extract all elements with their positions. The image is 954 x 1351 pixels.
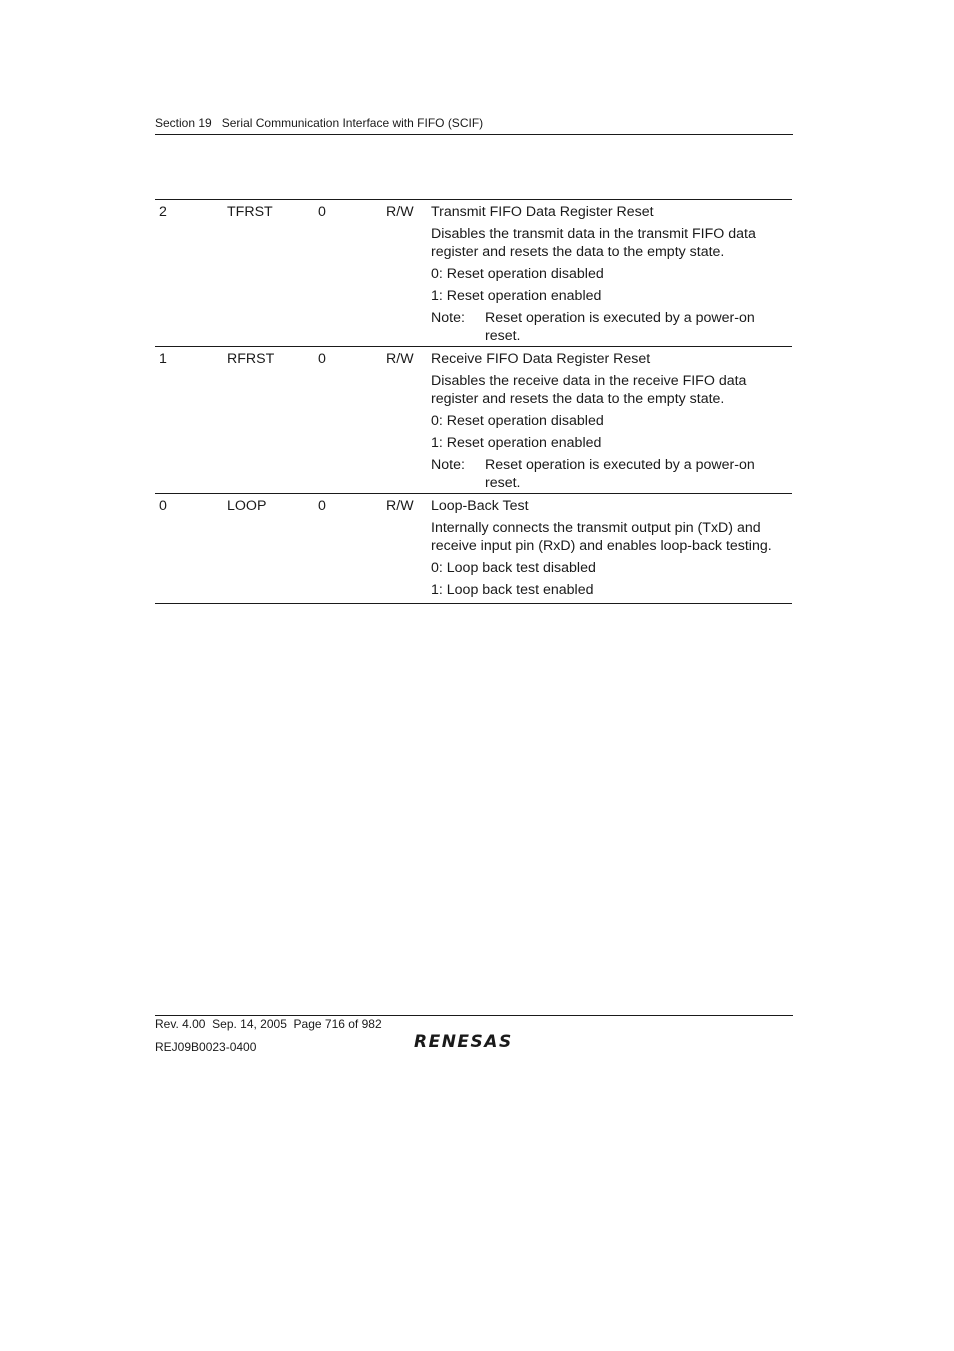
note bbox=[431, 456, 787, 492]
footer-divider bbox=[155, 1015, 793, 1016]
description-title: Receive FIFO Data Register Reset bbox=[431, 351, 651, 367]
note-label: Note: bbox=[431, 310, 465, 326]
table-row bbox=[155, 494, 792, 604]
note bbox=[431, 309, 787, 345]
bit-name: TFRST bbox=[227, 204, 273, 220]
page-header bbox=[155, 116, 793, 131]
description-text: Internally connects the transmit output pin (TxD) and receive input pin (RxD) and enables loop-back testing. bbox=[431, 520, 772, 554]
description bbox=[431, 497, 787, 599]
description-text: Disables the receive data in the receive FIFO data register and resets the data to the empty state. bbox=[431, 373, 747, 407]
bit-number: 0 bbox=[159, 498, 167, 514]
read-write: R/W bbox=[386, 204, 414, 220]
description bbox=[431, 350, 787, 492]
option-0: 0: Loop back test disabled bbox=[431, 560, 596, 576]
section-number: Section 19 bbox=[155, 116, 212, 130]
option-1: 1: Loop back test enabled bbox=[431, 582, 594, 598]
read-write: R/W bbox=[386, 351, 414, 367]
description-text: Disables the transmit data in the transmit FIFO data register and resets the data to the empty state. bbox=[431, 226, 756, 260]
description-title: Loop-Back Test bbox=[431, 498, 529, 514]
option-1: 1: Reset operation enabled bbox=[431, 288, 602, 304]
bit-number: 1 bbox=[159, 351, 167, 367]
read-write: R/W bbox=[386, 498, 414, 514]
renesas-logo: RENESAS bbox=[414, 1032, 513, 1052]
header-divider bbox=[155, 134, 793, 135]
section-title: Serial Communication Interface with FIFO (SCIF) bbox=[221, 116, 484, 130]
table-row bbox=[155, 200, 792, 347]
description bbox=[431, 203, 787, 345]
table-row bbox=[155, 347, 792, 494]
description-title: Transmit FIFO Data Register Reset bbox=[431, 204, 654, 220]
bit-name: LOOP bbox=[227, 498, 267, 514]
option-1: 1: Reset operation enabled bbox=[431, 435, 602, 451]
revision-info: Rev. 4.00 Sep. 14, 2005 Page 716 of 982 bbox=[155, 1017, 382, 1031]
initial-value: 0 bbox=[318, 204, 326, 220]
note-text: Reset operation is executed by a power-on reset. bbox=[485, 457, 755, 491]
initial-value: 0 bbox=[318, 351, 326, 367]
bit-number: 2 bbox=[159, 204, 167, 220]
note-label: Note: bbox=[431, 457, 465, 473]
bit-name: RFRST bbox=[227, 351, 275, 367]
initial-value: 0 bbox=[318, 498, 326, 514]
document-code: REJ09B0023-0400 bbox=[155, 1040, 257, 1054]
register-bit-table bbox=[155, 199, 792, 604]
note-text: Reset operation is executed by a power-on reset. bbox=[485, 310, 755, 344]
option-0: 0: Reset operation disabled bbox=[431, 413, 604, 429]
option-0: 0: Reset operation disabled bbox=[431, 266, 604, 282]
